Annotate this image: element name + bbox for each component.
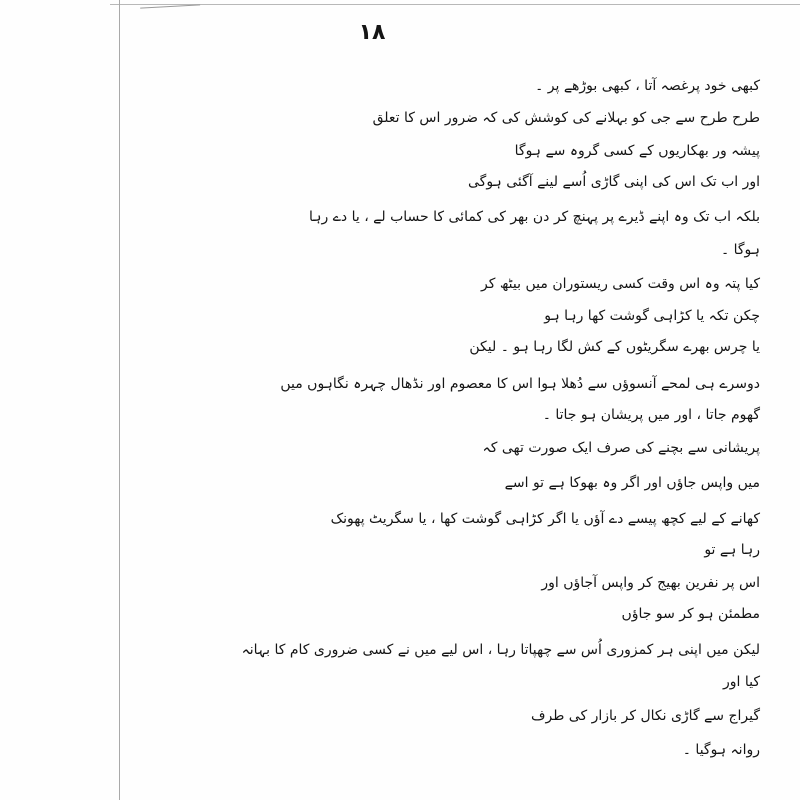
text-line: میں واپس جاؤں اور اگر وہ بھوکا ہے تو اسے: [504, 475, 760, 491]
text-line: طرح طرح سے جی کو بہلانے کی کوشش کی کہ ضرور اس کا تعلق: [372, 110, 760, 126]
text-line: گھوم جاتا ، اور میں پریشان ہو جاتا ۔: [542, 407, 760, 423]
text-line: مطمئن ہو کر سو جاؤں: [621, 606, 760, 622]
text-line: کھانے کے لیے کچھ پیسے دے آؤں یا اگر کڑاہی گوشت کھا ، یا سگریٹ پھونک: [330, 511, 760, 527]
text-line: بلکہ اب تک وہ اپنے ڈیرے پر پہنچ کر دن بھر کی کمائی کا حساب لے ، یا دے رہا: [309, 209, 760, 225]
text-line: کیا پتہ وہ اس وقت کسی ریستوران میں بیٹھ کر: [481, 276, 760, 292]
text-line: کبھی خود پرغصہ آتا ، کبھی بوڑھے پر ۔: [535, 78, 760, 94]
corner-pencil-mark: [140, 0, 200, 9]
text-line: اور اب تک اس کی اپنی گاڑی اُسے لینے آگئی ہوگی: [467, 174, 760, 190]
text-line: کیا اور: [722, 674, 760, 690]
page-margin-line: [119, 0, 120, 800]
text-line: اس پر نفرین بھیج کر واپس آجاؤں اور: [541, 575, 760, 591]
text-line: رہا ہے تو: [704, 542, 760, 558]
text-line: لیکن میں اپنی ہر کمزوری اُس سے چھپاتا رہا ، اس لیے میں نے کسی ضروری کام کا بہانہ: [241, 642, 760, 658]
text-line: چکن تکہ یا کڑاہی گوشت کھا رہا ہو: [544, 308, 760, 324]
text-line: روانہ ہوگیا ۔: [682, 742, 760, 758]
page-number: ۱۸: [358, 20, 386, 45]
text-line: یا چرس بھرے سگریٹوں کے کش لگا رہا ہو ۔ لیکن: [469, 339, 760, 355]
text-line: دوسرے ہی لمحے آنسوؤں سے دُھلا ہوا اس کا معصوم اور نڈھال چہرہ نگاہوں میں: [280, 376, 760, 392]
text-line: ہوگا ۔: [720, 242, 760, 258]
page-top-edge: [110, 4, 800, 5]
text-line: گیراج سے گاڑی نکال کر بازار کی طرف: [530, 708, 760, 724]
text-line: پریشانی سے بچنے کی صرف ایک صورت تھی کہ: [482, 440, 760, 456]
text-line: پیشہ ور بھکاریوں کے کسی گروہ سے ہوگا: [514, 143, 760, 159]
